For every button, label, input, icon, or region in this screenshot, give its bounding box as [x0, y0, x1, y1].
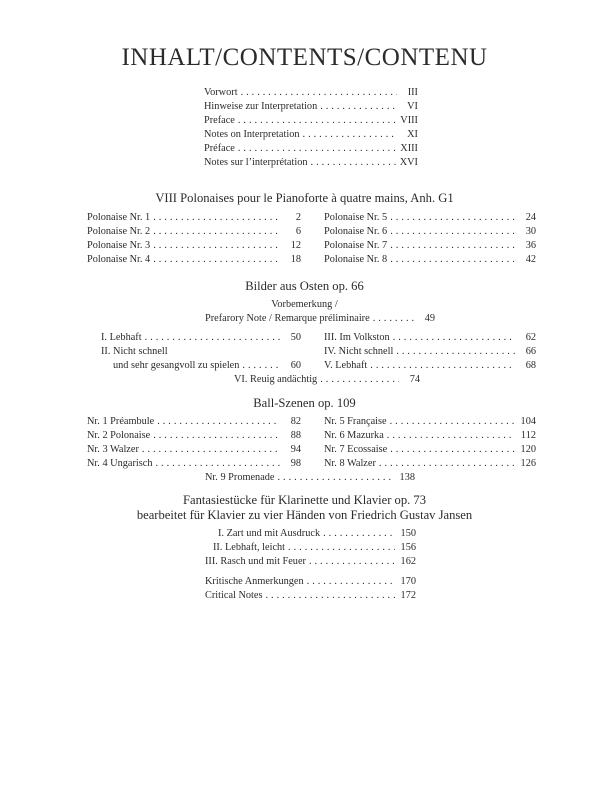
bilder-preface-entry[interactable]	[205, 312, 435, 326]
toc-entry[interactable]	[205, 589, 416, 603]
entry-page: XIII	[400, 142, 418, 154]
bilder-left-column	[87, 331, 301, 373]
toc-entry[interactable]	[204, 100, 418, 114]
toc-entry[interactable]	[324, 429, 536, 443]
bilder-last-entry[interactable]	[234, 373, 420, 387]
entry-label: VI. Reuig andächtig	[234, 374, 318, 385]
entry-page: 112	[520, 430, 536, 442]
entry-page: 82	[290, 416, 301, 427]
entry-label: III. Im Volkston	[324, 332, 390, 343]
entry-label: IV. Nicht schnell	[324, 346, 394, 358]
entry-page: 120	[520, 444, 536, 456]
toc-entry[interactable]	[204, 128, 418, 142]
leader-dots	[265, 589, 395, 603]
entry-label: Polonaise Nr. 7	[324, 240, 388, 252]
leader-dots	[320, 373, 399, 387]
entry-label: II. Lebhaft, leicht	[213, 542, 286, 553]
entry-label: Critical Notes	[205, 590, 263, 601]
fantasie-heading-line2: bearbeitet für Klavier zu vier Händen von Friedrich Gustav Jansen	[136, 508, 473, 522]
toc-entry[interactable]	[324, 211, 536, 225]
entry-page: 98	[290, 458, 301, 470]
entry-page: XI	[407, 128, 418, 140]
entry-label: Polonaise Nr. 8	[324, 254, 388, 266]
entry-page: 66	[525, 346, 536, 358]
toc-entry[interactable]	[205, 541, 416, 555]
toc-entry[interactable]	[204, 142, 418, 156]
toc-entry[interactable]	[205, 575, 416, 589]
entry-page: 42	[525, 254, 536, 266]
entry-label: Polonaise Nr. 5	[324, 212, 388, 223]
toc-entry[interactable]	[87, 443, 301, 457]
leader-dots	[142, 443, 280, 457]
entry-page: VI	[407, 100, 418, 112]
toc-entry[interactable]	[324, 331, 536, 345]
bilder-preface-line1: Vorbemerkung /	[271, 299, 338, 310]
entry-page: 24	[525, 212, 536, 223]
leader-dots	[323, 527, 395, 541]
toc-entry[interactable]	[87, 331, 301, 345]
leader-dots	[145, 331, 280, 345]
leader-dots	[390, 225, 515, 239]
entry-page: 162	[400, 556, 416, 567]
entry-page: 60	[290, 360, 301, 372]
leader-dots	[303, 128, 397, 142]
entry-page: 6	[295, 226, 301, 238]
leader-dots	[311, 156, 397, 170]
leader-dots	[153, 211, 280, 225]
entry-label: II. Nicht schnell	[101, 346, 168, 358]
entry-page: 126	[520, 458, 536, 470]
entry-label: Nr. 5 Française	[324, 416, 387, 427]
leader-dots	[288, 541, 395, 555]
entry-page: III	[407, 87, 418, 98]
entry-page: 172	[400, 590, 416, 601]
toc-entry[interactable]	[324, 457, 536, 471]
entry-page: 49	[424, 313, 435, 324]
entry-label: Préface	[204, 142, 235, 154]
entry-page: 88	[290, 430, 301, 442]
leader-dots	[153, 239, 280, 253]
entry-page: 156	[400, 542, 416, 553]
entry-page: XVI	[399, 156, 418, 168]
front-matter-list	[204, 86, 418, 169]
leader-dots	[153, 225, 280, 239]
entry-label: Notes on Interpretation	[204, 128, 300, 140]
ball-right-column	[324, 415, 536, 471]
toc-entry[interactable]	[87, 359, 301, 373]
leader-dots	[307, 575, 395, 589]
bilder-right-column	[324, 331, 536, 373]
polonaises-right-column	[324, 211, 536, 267]
toc-entry[interactable]	[205, 527, 416, 541]
entry-page: 150	[400, 528, 416, 539]
entry-label: Nr. 7 Ecossaise	[324, 444, 388, 456]
toc-entry[interactable]	[204, 156, 418, 170]
ball-heading: Ball-Szenen op. 109	[253, 396, 356, 410]
toc-entry[interactable]	[205, 555, 416, 569]
toc-entry[interactable]	[87, 457, 301, 471]
leader-dots	[390, 239, 515, 253]
entry-label: Nr. 9 Promenade	[205, 472, 275, 483]
polonaises-left-column	[87, 211, 301, 267]
toc-entry[interactable]	[324, 239, 536, 253]
ball-left-column	[87, 415, 301, 471]
entry-label: I. Zart und mit Ausdruck	[218, 528, 321, 539]
entry-label: Notes sur l’interprétation	[204, 156, 308, 168]
polonaises-heading: VIII Polonaises pour le Pianoforte à quatre mains, Anh. G1	[155, 191, 454, 205]
toc-entry[interactable]	[87, 253, 301, 267]
toc-entry[interactable]	[204, 86, 418, 100]
leader-dots	[387, 429, 515, 443]
toc-entry[interactable]	[87, 225, 301, 239]
toc-entry[interactable]	[324, 253, 536, 267]
entry-label: Nr. 8 Walzer	[324, 458, 376, 470]
entry-page: 12	[290, 240, 301, 252]
leader-dots	[238, 114, 397, 128]
entry-label: Vorwort	[204, 87, 238, 98]
toc-entry[interactable]	[204, 114, 418, 128]
leader-dots	[157, 415, 280, 429]
entry-label: I. Lebhaft	[101, 332, 142, 343]
leader-dots	[320, 100, 397, 114]
leader-dots	[373, 312, 414, 326]
entry-page: 68	[525, 360, 536, 372]
entry-label: Nr. 1 Préambule	[87, 416, 155, 427]
entry-label: Prefarory Note / Remarque préliminaire	[205, 313, 370, 324]
entry-page: 2	[295, 212, 301, 223]
entry-page: 138	[399, 472, 415, 483]
entry-page: VIII	[400, 114, 418, 126]
toc-entry[interactable]	[87, 239, 301, 253]
leader-dots	[396, 345, 515, 359]
toc-entry[interactable]	[324, 443, 536, 457]
entry-label: Polonaise Nr. 6	[324, 226, 388, 238]
leader-dots	[153, 429, 280, 443]
leader-dots	[390, 253, 515, 267]
entry-page: 170	[400, 576, 416, 587]
toc-entry[interactable]	[324, 359, 536, 373]
leader-dots	[390, 211, 515, 225]
entry-label: Nr. 2 Polonaise	[87, 430, 151, 442]
entry-label: Nr. 3 Walzer	[87, 444, 139, 456]
entry-label: III. Rasch und mit Feuer	[205, 556, 306, 567]
entry-page: 30	[525, 226, 536, 238]
entry-label: Preface	[204, 114, 235, 126]
entry-page: 74	[409, 374, 420, 385]
leader-dots	[390, 443, 515, 457]
entry-page: 104	[520, 416, 536, 427]
leader-dots	[309, 555, 395, 569]
entry-label: Polonaise Nr. 1	[87, 212, 151, 223]
entry-label: V. Lebhaft	[324, 360, 368, 372]
fantasie-list	[205, 527, 416, 569]
leader-dots	[156, 457, 281, 471]
entry-label: Polonaise Nr. 3	[87, 240, 151, 252]
entry-label: Nr. 6 Mazurka	[324, 430, 384, 442]
toc-entry[interactable]	[324, 415, 536, 429]
page-title: INHALT/CONTENTS/CONTENU	[121, 44, 488, 71]
bilder-heading: Bilder aus Osten op. 66	[245, 279, 364, 293]
ball-last-entry[interactable]	[205, 471, 415, 485]
leader-dots	[238, 142, 397, 156]
entry-label: Polonaise Nr. 2	[87, 226, 151, 238]
entry-label: Polonaise Nr. 4	[87, 254, 151, 266]
leader-dots	[242, 359, 280, 373]
leader-dots	[393, 331, 515, 345]
entry-page: 94	[290, 444, 301, 456]
entry-label: und sehr gesangvoll zu spielen	[113, 360, 240, 372]
entry-label: Nr. 4 Ungarisch	[87, 458, 153, 470]
back-matter-list	[205, 575, 416, 603]
leader-dots	[278, 471, 395, 485]
toc-entry	[87, 345, 301, 359]
entry-page: 18	[290, 254, 301, 266]
entry-label: Kritische Anmerkungen	[205, 576, 304, 587]
toc-entry[interactable]	[324, 225, 536, 239]
leader-dots	[390, 415, 515, 429]
toc-entry[interactable]	[324, 345, 536, 359]
entry-label: Hinweise zur Interpretation	[204, 100, 318, 112]
toc-entry[interactable]	[87, 211, 301, 225]
toc-entry[interactable]	[87, 415, 301, 429]
leader-dots	[370, 359, 515, 373]
leader-dots	[379, 457, 515, 471]
leader-dots	[241, 86, 397, 100]
toc-entry[interactable]	[87, 429, 301, 443]
fantasie-heading-line1: Fantasiestücke für Klarinette und Klavier op. 73	[182, 493, 427, 507]
entry-page: 36	[525, 240, 536, 252]
leader-dots	[153, 253, 280, 267]
entry-page: 62	[525, 332, 536, 343]
entry-page: 50	[290, 332, 301, 343]
